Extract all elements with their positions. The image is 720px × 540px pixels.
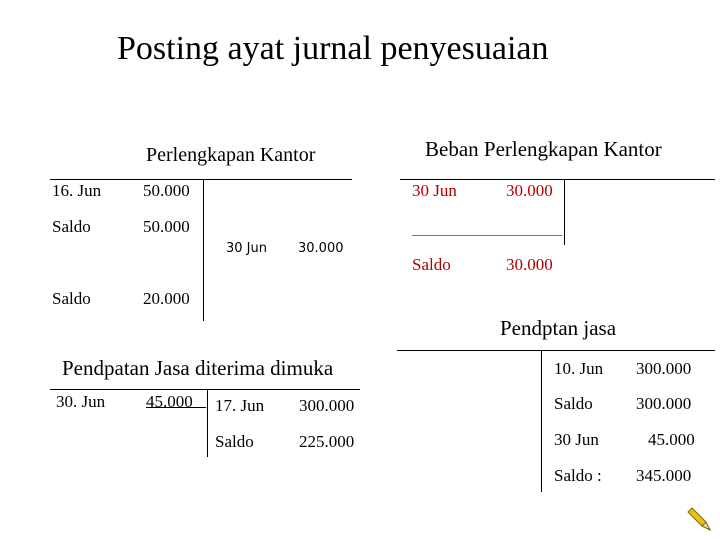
credit-amount: 345.000 <box>636 466 692 485</box>
account-heading: Beban Perlengkapan Kantor <box>425 137 662 161</box>
account-heading: Pendptan jasa <box>500 316 617 340</box>
account-heading: Perlengkapan Kantor <box>146 144 316 166</box>
debit-date: 30 Jun <box>412 181 457 200</box>
pencil-icon <box>684 504 714 534</box>
t-account-divider <box>203 179 204 321</box>
credit-date: Saldo <box>554 394 593 413</box>
debit-amount: 50.000 <box>143 217 190 236</box>
credit-date: 10. Jun <box>554 359 604 378</box>
credit-amount: 45.000 <box>648 430 695 449</box>
credit-amount: 300.000 <box>636 359 692 378</box>
balance-amount: 30.000 <box>506 255 553 274</box>
credit-amount: 225.000 <box>299 432 355 451</box>
credit-date: 30 Jun <box>554 430 599 449</box>
credit-date: Saldo <box>215 432 254 451</box>
t-account-top-line <box>50 389 360 390</box>
debit-date: Saldo <box>52 217 91 236</box>
credit-amount: 300.000 <box>299 396 355 415</box>
account-heading: Pendpatan Jasa diterima dimuka <box>62 356 334 380</box>
balance-date: Saldo <box>412 255 451 274</box>
balance-date: Saldo <box>52 289 91 308</box>
debit-amount: 45.000 <box>146 392 193 411</box>
credit-date: 17. Jun <box>215 396 265 415</box>
credit-amount: 300.000 <box>636 394 692 413</box>
t-account-top-line <box>50 179 352 180</box>
t-account-divider <box>207 389 208 457</box>
t-account-total-line <box>412 235 562 236</box>
debit-amount: 30.000 <box>506 181 553 200</box>
debit-date: 16. Jun <box>52 181 102 200</box>
t-account-top-line <box>397 350 715 351</box>
t-account-top-line <box>400 179 715 180</box>
debit-amount: 50.000 <box>143 181 190 200</box>
t-account-divider <box>564 179 565 245</box>
credit-date: Saldo : <box>554 466 602 485</box>
balance-amount: 20.000 <box>143 289 190 308</box>
t-account-divider <box>541 350 542 492</box>
credit-amount: 30.000 <box>298 241 344 256</box>
page-title: Posting ayat jurnal penyesuaian <box>117 30 549 67</box>
debit-date: 30. Jun <box>56 392 106 411</box>
credit-date: 30 Jun <box>226 241 267 256</box>
